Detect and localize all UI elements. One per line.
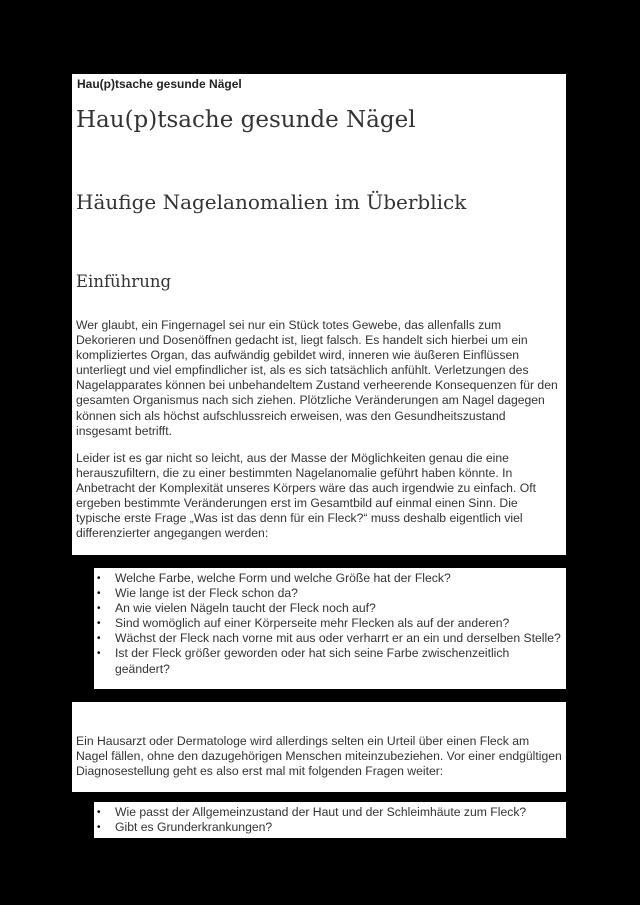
list-item (94, 586, 566, 601)
bullet-icon: • (97, 648, 101, 660)
paragraph-diagnosis: Ein Hausarzt oder Dermatologe wird allerdings selten ein Urteil über einen Fleck am Nagel fällen, ohne den dazugehörigen Menschen miteinzubeziehen. Vor einer endgültigen Diagnosestellung geht es also erst mal mit folgenden Fragen weiter: (76, 734, 562, 779)
list-item-text: Welche Farbe, welche Form und welche Größe hat der Fleck? (115, 571, 451, 585)
list-item-text: Wie lange ist der Fleck schon da? (115, 586, 298, 601)
paragraph-intro: Wer glaubt, ein Fingernagel sei nur ein Stück totes Gewebe, das allenfalls zum Dekorieren und Dosenöffnen gedacht ist, liegt falsch. Es handelt sich hierbei um ein kompliziertes Organ, das aufwändig gebildet wird, inneren wie äußeren Einflüssen unterliegt und viel empfindlicher ist, als es sich tatsächlich anfühlt. Verletzungen des Nagelapparates können bei unbehandeltem Zustand verheerende Konsequenzen für den gesamten Organismus nach sich ziehen. Plötzliche Veränderungen am Nagel dagegen können sich als höchst aufschlussreich erweisen, was den Gesundheitszustand insgesamt betrifft. (76, 318, 558, 438)
document-subtitle: Häufige Nagelanomalien im Überblick (76, 190, 467, 214)
list-item-text: Ist der Fleck größer geworden oder hat sich seine Farbe zwischenzeitlich geändert? (115, 646, 510, 676)
question-list-panel (94, 568, 566, 689)
document-title: Hau(p)tsache gesunde Nägel (76, 107, 416, 133)
paragraph-questions-lead: Leider ist es gar nicht so leicht, aus der Masse der Möglichkeiten genau die eine herauszufiltern, die zu einer bestimmten Nagelanomalie geführt haben könnte. In Anbetracht der Komplexität unseres Körpers wäre das auch irgendwie zu einfach. Oft ergeben bestimmte Veränderungen erst im Gesamtbild auf einmal einen Sinn. Die typische erste Frage „Was ist das denn für ein Fleck?“ muss deshalb eigentlich viel differenzierter angegangen werden: (76, 451, 536, 541)
list-item-text: Sind womöglich auf einer Körperseite mehr Flecken als auf der anderen? (115, 616, 510, 631)
bullet-icon: • (97, 807, 101, 818)
list-item-text: Gibt es Grunderkrankungen? (115, 820, 273, 835)
bullet-icon: • (97, 573, 101, 584)
list-item (94, 601, 566, 616)
list-item (94, 616, 566, 631)
bullet-icon: • (97, 588, 101, 600)
bullet-icon: • (97, 618, 101, 630)
followup-question-list (94, 805, 566, 835)
question-list (94, 571, 566, 677)
document-panel-main (72, 74, 566, 555)
document-header-title: Hau(p)tsache gesunde Nägel (77, 77, 242, 91)
list-item (94, 646, 566, 676)
list-item-text: Wie passt der Allgemeinzustand der Haut und der Schleimhäute zum Fleck? (115, 805, 527, 819)
list-item (94, 571, 566, 586)
bullet-icon: • (97, 633, 101, 645)
list-item-text: An wie vielen Nägeln taucht der Fleck noch auf? (115, 601, 376, 616)
bullet-icon: • (97, 603, 101, 615)
list-item (94, 820, 566, 835)
document-panel-diagnosis (72, 702, 566, 792)
list-item-text: Wächst der Fleck nach vorne mit aus oder verharrt er an ein und derselben Stelle? (115, 631, 561, 646)
bullet-icon: • (97, 822, 101, 834)
followup-list-panel (94, 802, 566, 838)
section-heading-introduction: Einführung (76, 272, 172, 291)
list-item (94, 805, 566, 820)
list-item (94, 631, 566, 646)
